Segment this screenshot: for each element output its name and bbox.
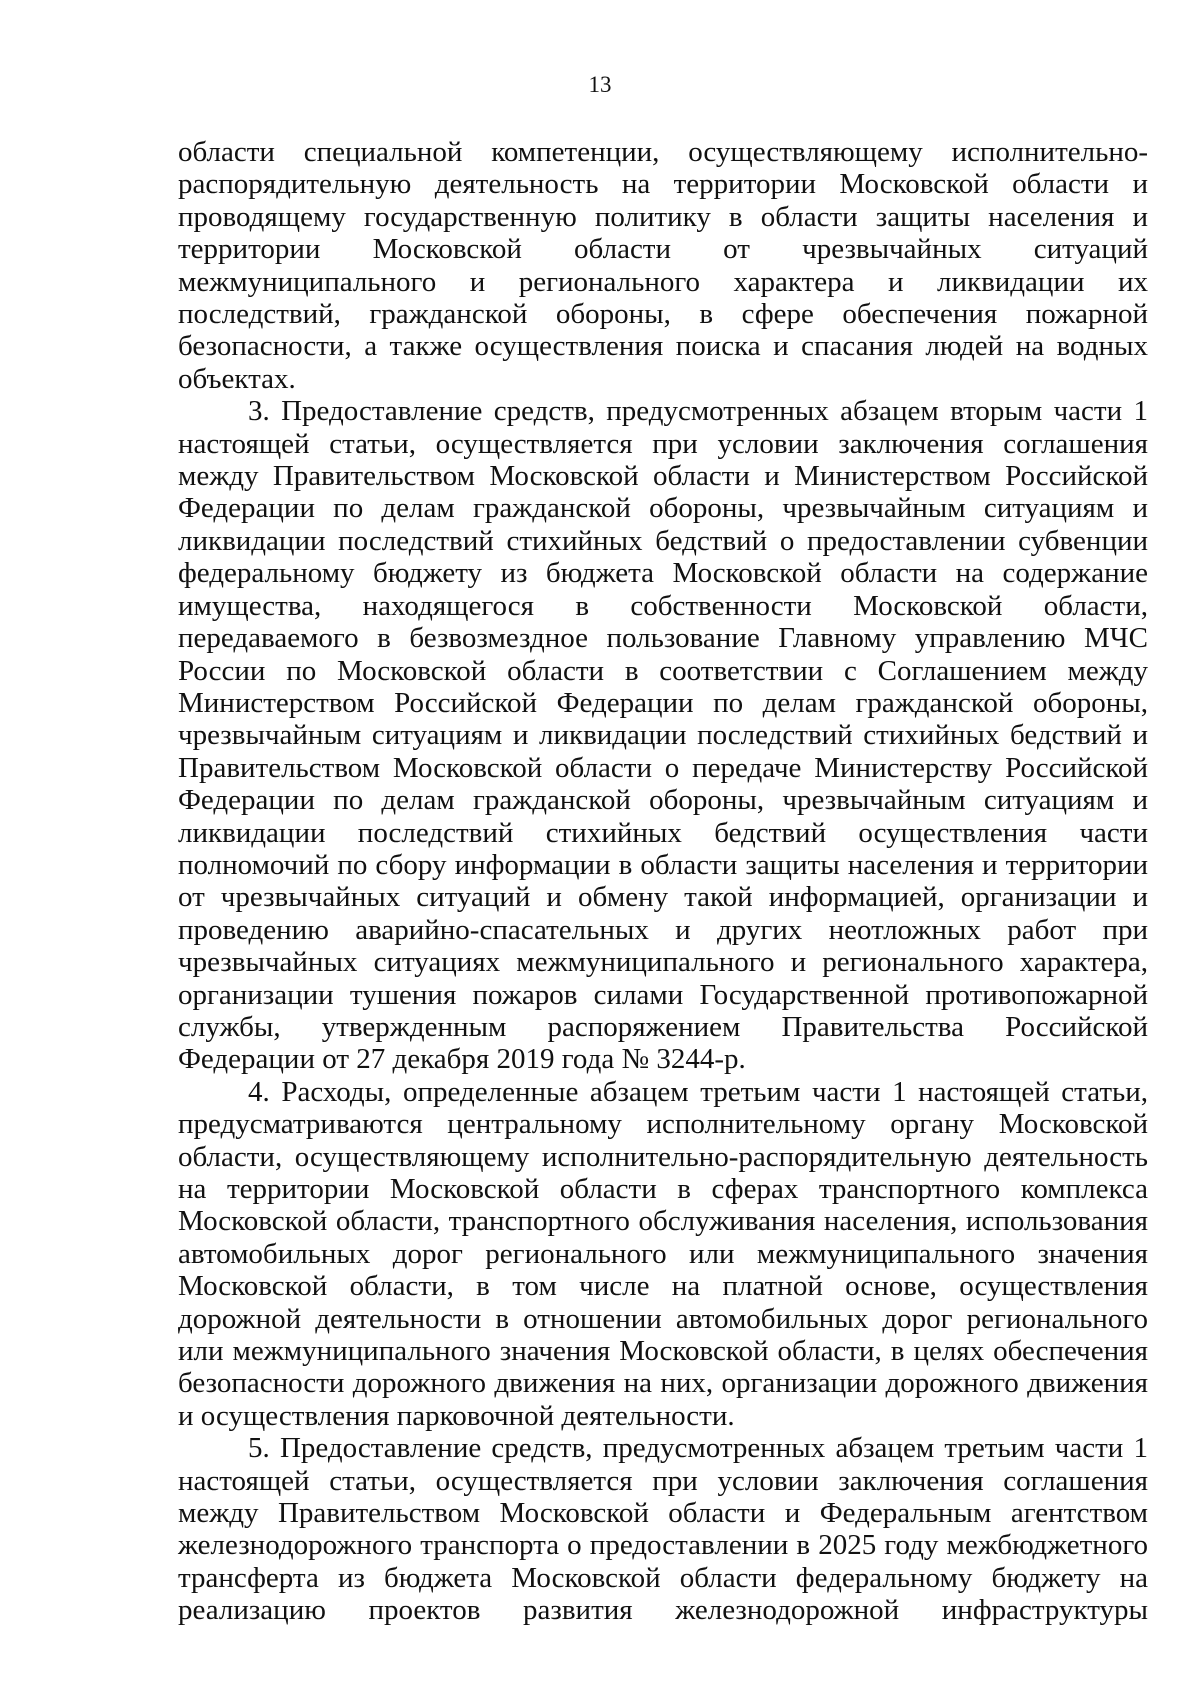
- paragraph-continuation: области специальной компетенции, осуществляющему исполнительно-распорядительную деятельность на территории Московской области и проводящему государственную политику в области защиты населения и территории Московской области от чрезвычайных ситуаций межмуниципального и регионального характера и ликвидации их последствий, гражданской обороны, в сфере обеспечения пожарной безопасности, а также осуществления поиска и спасания людей на водных объектах.: [178, 136, 1148, 395]
- document-body: [178, 136, 1148, 1627]
- page-number: 13: [588, 72, 612, 97]
- paragraph-item-4: 4. Расходы, определенные абзацем третьим части 1 настоящей статьи, предусматриваются центральному исполнительному органу Московской области, осуществляющему исполнительно-распорядительную деятельность на территории Московской области в сферах транспортного комплекса Московской области, транспортного обслуживания населения, использования автомобильных дорог регионального или межмуниципального значения Московской области, в том числе на платной основе, осуществления дорожной деятельности в отношении автомобильных дорог регионального или межмуниципального значения Московской области, в целях обеспечения безопасности дорожного движения на них, организации дорожного движения и осуществления парковочной деятельности.: [178, 1075, 1148, 1432]
- paragraph-item-3: 3. Предоставление средств, предусмотренных абзацем вторым части 1 настоящей статьи, осуществляется при условии заключения соглашения между Правительством Московской области и Министерством Российской Федерации по делам гражданской обороны, чрезвычайным ситуациям и ликвидации последствий стихийных бедствий о предоставлении субвенции федеральному бюджету из бюджета Московской области на содержание имущества, находящегося в собственности Московской области, передаваемого в безвозмездное пользование Главному управлению МЧС России по Московской области в соответствии с Соглашением между Министерством Российской Федерации по делам гражданской обороны, чрезвычайным ситуациям и ликвидации последствий стихийных бедствий и Правительством Московской области о передаче Министерству Российской Федерации по делам гражданской обороны, чрезвычайным ситуациям и ликвидации последствий стихийных бедствий осуществления части полномочий по сбору информации в области защиты населения и территории от чрезвычайных ситуаций и обмену такой информацией, организации и проведению аварийно-спасательных и других неотложных работ при чрезвычайных ситуациях межмуниципального и регионального характера, организации тушения пожаров силами Государственной противопожарной службы, утвержденным распоряжением Правительства Российской Федерации от 27 декабря 2019 года № 3244-р.: [178, 395, 1148, 1076]
- paragraph-item-5: 5. Предоставление средств, предусмотренных абзацем третьим части 1 настоящей статьи, осуществляется при условии заключения соглашения между Правительством Московской области и Федеральным агентством железнодорожного транспорта о предоставлении в 2025 году межбюджетного трансферта из бюджета Московской области федеральному бюджету на реализацию проектов развития железнодорожной инфраструктуры: [178, 1432, 1148, 1627]
